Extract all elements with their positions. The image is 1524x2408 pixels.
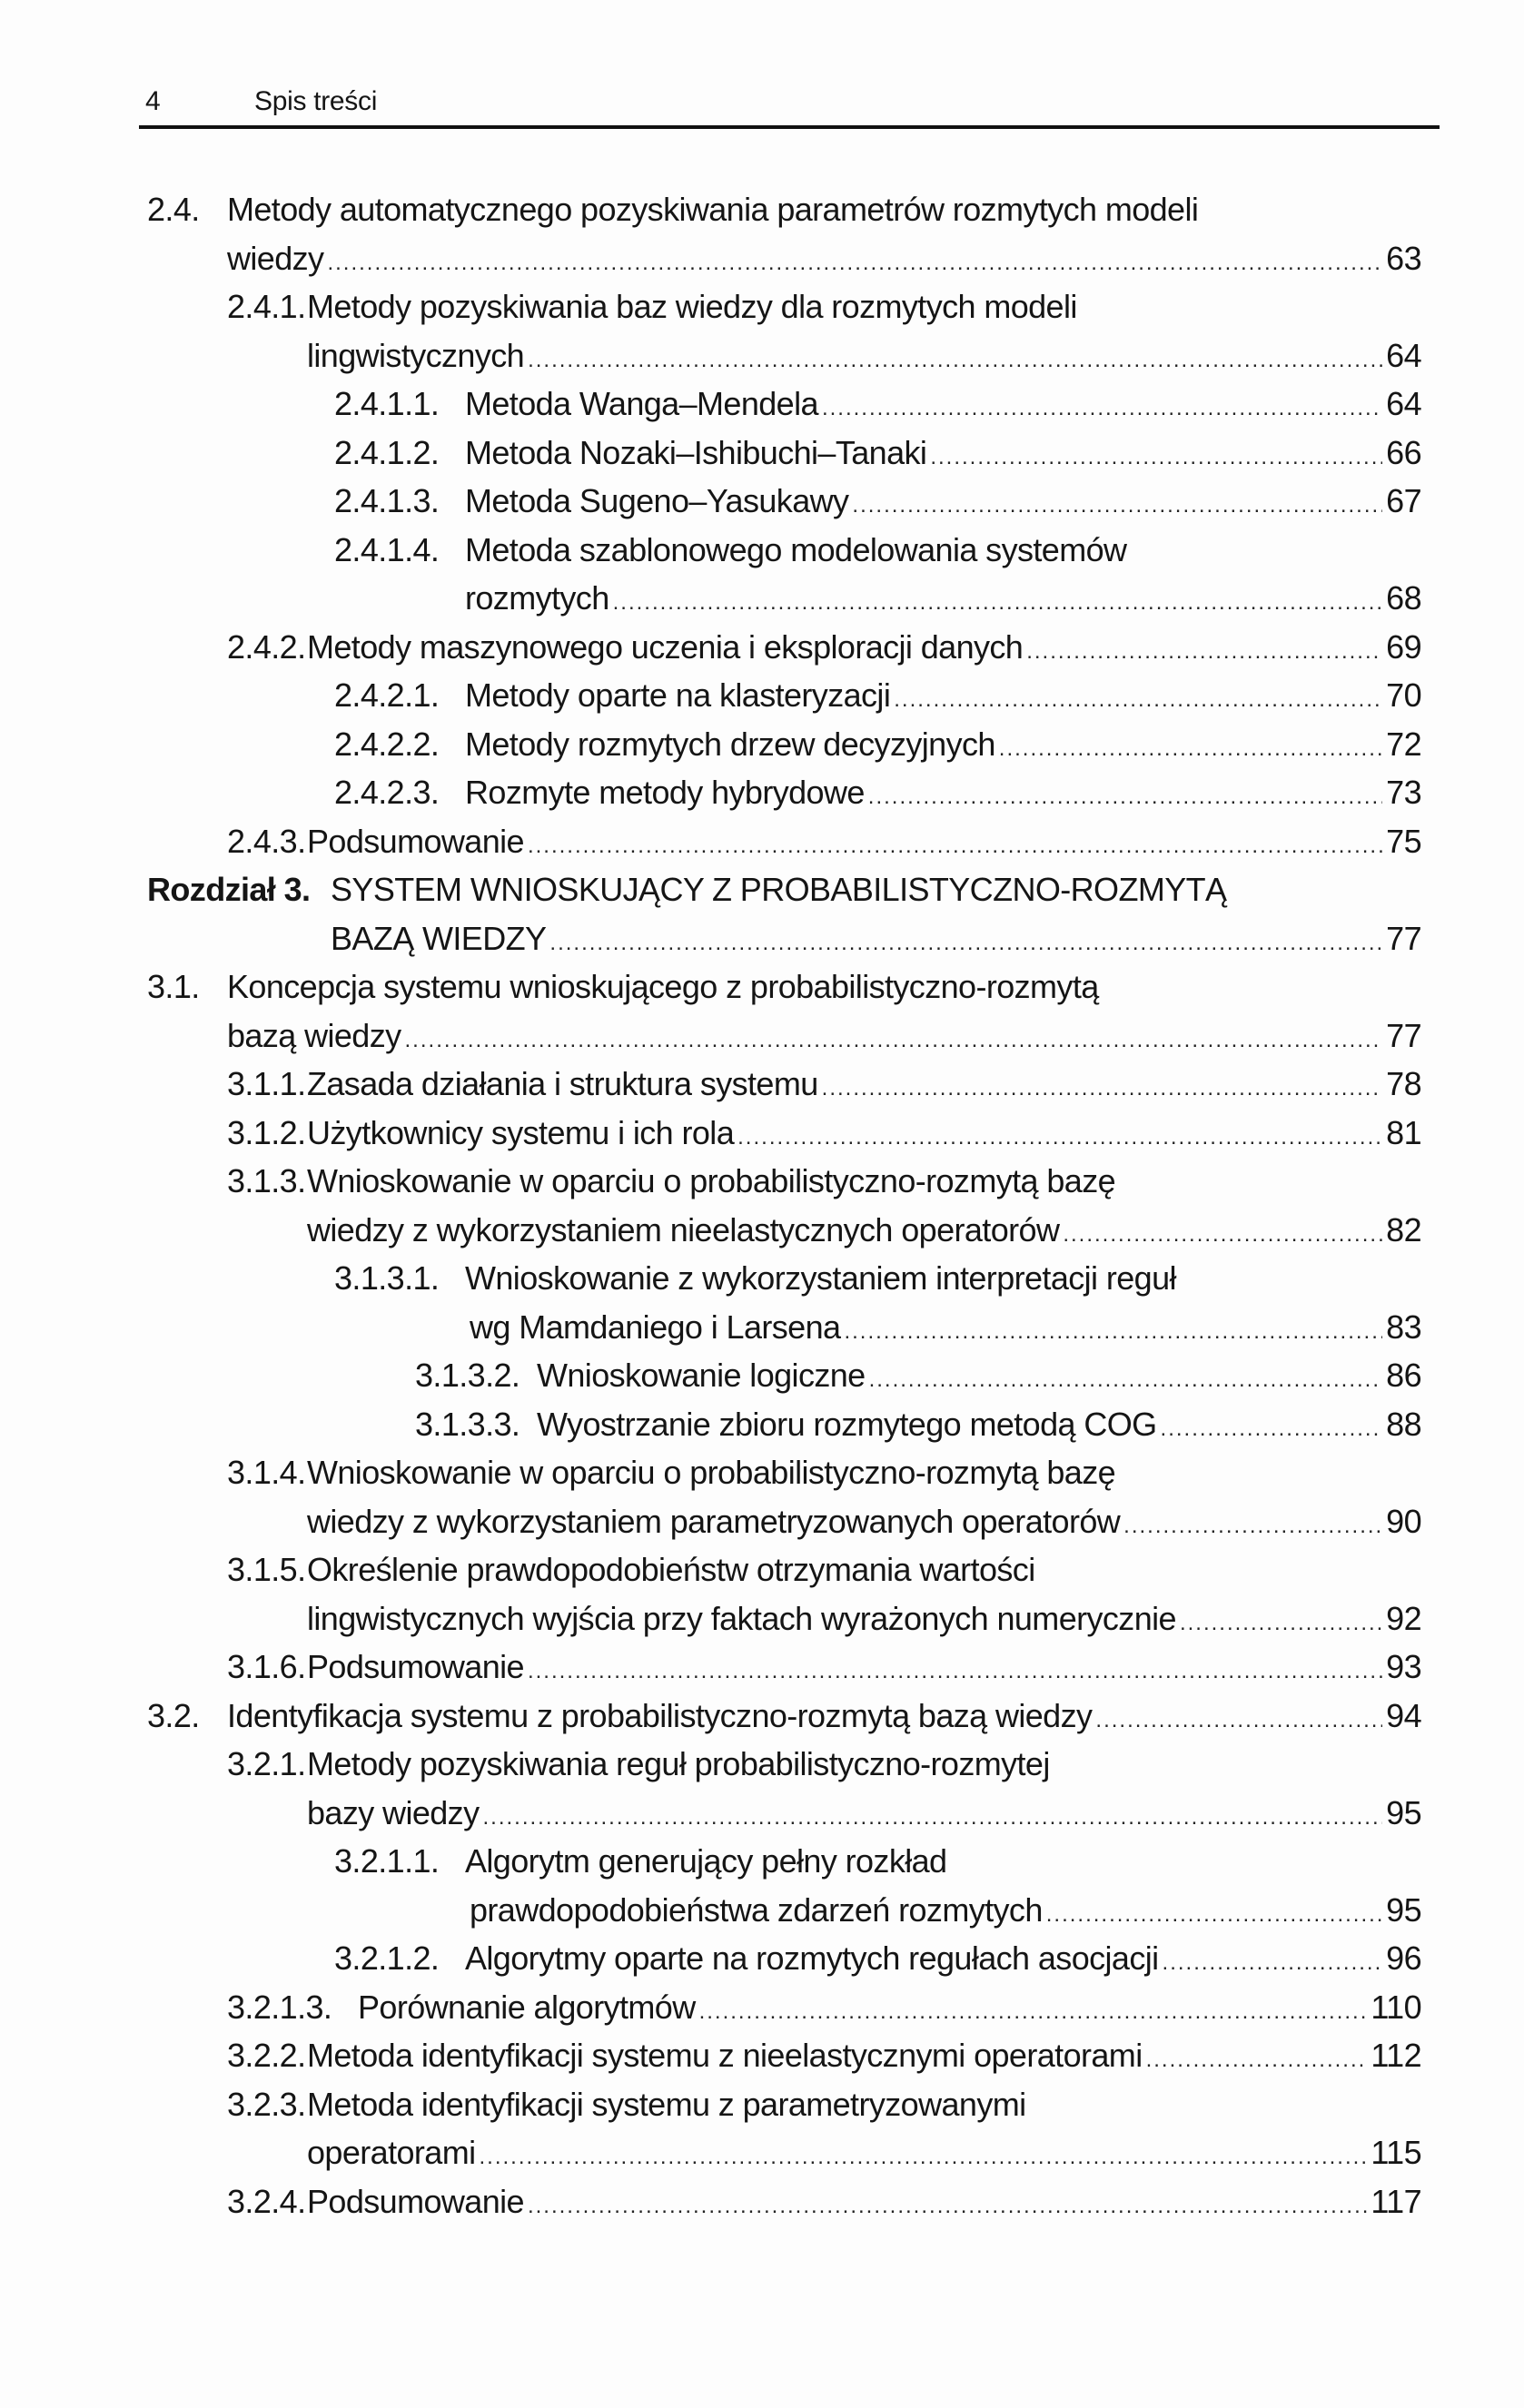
section-title: Metody pozyskiwania reguł probabilistyczno-rozmytej	[307, 1745, 1050, 1782]
section-title-line	[307, 334, 1421, 382]
page-number: 88	[1386, 1405, 1421, 1443]
page-number: 73	[1386, 774, 1421, 811]
toc-entry	[0, 1062, 1524, 1106]
section-title: wiedzy z wykorzystaniem nieelastycznych operatorów	[307, 1210, 1060, 1248]
section-title: Metoda szablonowego modelowania systemów	[465, 530, 1127, 568]
section-title: lingwistycznych	[307, 336, 525, 374]
page-number: 115	[1371, 2134, 1421, 2171]
toc-entry	[0, 1840, 1524, 1883]
leader-dots	[1063, 1213, 1382, 1257]
leader-dots	[1161, 1407, 1383, 1451]
toc-entry	[0, 1986, 1524, 2029]
toc-entry	[0, 1694, 1524, 1738]
section-title: Porównanie algorytmów	[358, 1988, 696, 2026]
page-number: 112	[1371, 2037, 1421, 2074]
leader-dots	[930, 436, 1382, 479]
leader-dots	[822, 387, 1382, 430]
toc-entry	[0, 1791, 1524, 1835]
leader-dots	[852, 484, 1382, 528]
section-title-line	[307, 2131, 1421, 2179]
toc-entry	[0, 2034, 1524, 2077]
section-title-line	[465, 1937, 1421, 1985]
leader-dots	[1123, 1505, 1382, 1548]
section-title-line	[227, 188, 1198, 232]
page-number: 94	[1386, 1696, 1421, 1734]
toc-entry	[0, 917, 1524, 961]
section-title: lingwistycznych wyjścia przy faktach wyrażonych numerycznie	[307, 1599, 1176, 1637]
page-number: 81	[1386, 1113, 1421, 1151]
section-title: Określenie prawdopodobieństw otrzymania wartości	[307, 1551, 1035, 1588]
section-title: rozmytych	[465, 579, 609, 617]
section-title-line	[465, 479, 1421, 528]
page-number: 110	[1371, 1988, 1421, 2026]
section-number: 3.1.1.	[227, 1065, 306, 1102]
leader-dots	[869, 1358, 1383, 1402]
section-title-line	[307, 2034, 1421, 2082]
section-title-line	[227, 965, 1099, 1009]
leader-dots	[699, 1990, 1368, 2034]
leader-dots	[1180, 1602, 1382, 1645]
section-title: Algorytmy oparte na rozmytych regułach asocjacji	[465, 1939, 1159, 1977]
toc-entry	[0, 1306, 1524, 1349]
page-number: 95	[1386, 1890, 1421, 1929]
section-number: 3.1.	[147, 968, 200, 1005]
section-title: Podsumowanie	[307, 2182, 524, 2220]
section-title-line	[227, 1014, 1421, 1062]
toc-entry	[0, 965, 1524, 1009]
section-title: Wnioskowanie w oparciu o probabilistyczno-rozmytą bazę	[307, 1162, 1116, 1199]
section-title: Koncepcja systemu wnioskującego z probabilistyczno-rozmytą	[227, 968, 1099, 1005]
toc-entry	[0, 285, 1524, 329]
page-number: 66	[1386, 433, 1421, 471]
section-title: bazą wiedzy	[227, 1016, 401, 1054]
chapter-label: Rozdział 3.	[147, 871, 311, 908]
leader-dots	[480, 2136, 1368, 2179]
section-title-line	[470, 1889, 1421, 1937]
section-title: Metody maszynowego uczenia i eksploracji danych	[307, 627, 1024, 666]
page-number: 95	[1386, 1793, 1421, 1831]
section-title-line	[307, 1160, 1115, 1203]
section-title: Wnioskowanie z wykorzystaniem interpretacji reguł	[465, 1259, 1176, 1297]
section-number: 3.2.1.3.	[227, 1988, 332, 2026]
section-number: 2.4.1.4.	[334, 530, 440, 568]
section-number: 2.4.	[147, 191, 200, 228]
toc-entry	[0, 2083, 1524, 2127]
leader-dots	[844, 1310, 1382, 1354]
section-title: operatorami	[307, 2134, 476, 2171]
toc-entry	[0, 188, 1524, 232]
section-number: 2.4.1.1.	[334, 385, 440, 422]
leader-dots	[999, 727, 1382, 771]
running-header-page-number: 4	[145, 86, 161, 116]
section-number: 2.4.1.3.	[334, 482, 440, 519]
section-number: 2.4.2.	[227, 627, 306, 666]
section-title-line	[307, 1111, 1421, 1160]
section-title-line	[465, 771, 1421, 819]
section-title-line	[537, 1354, 1421, 1402]
leader-dots	[405, 1019, 1383, 1062]
toc-entry	[0, 1597, 1524, 1641]
section-number: 3.1.2.	[227, 1113, 306, 1151]
section-title-line	[307, 1597, 1421, 1645]
section-number: 3.1.5.	[227, 1551, 306, 1588]
page-number: 72	[1386, 725, 1421, 763]
section-number: 3.1.4.	[227, 1454, 306, 1491]
section-title-line	[307, 1500, 1421, 1548]
section-title-line	[307, 2180, 1421, 2228]
section-title-line	[307, 2083, 1026, 2127]
toc-entry	[0, 1014, 1524, 1058]
page-number: 63	[1386, 239, 1421, 277]
toc-entry	[0, 723, 1524, 766]
section-title-line	[307, 626, 1421, 674]
leader-dots	[868, 775, 1382, 819]
page-number: 93	[1386, 1648, 1421, 1685]
page-number: 117	[1371, 2182, 1421, 2220]
section-title: Metody pozyskiwania baz wiedzy dla rozmytych modeli	[307, 288, 1077, 325]
page-number: 68	[1386, 579, 1421, 617]
running-header-title: Spis treści	[254, 86, 378, 116]
toc-entry	[0, 1500, 1524, 1544]
section-number: 3.1.3.1.	[334, 1259, 440, 1297]
toc-entry	[0, 1111, 1524, 1155]
toc-entry	[0, 382, 1524, 426]
leader-dots	[528, 339, 1382, 382]
page-number: 82	[1386, 1210, 1421, 1248]
section-title: wiedzy	[227, 239, 324, 277]
toc-entry	[0, 431, 1524, 475]
leader-dots	[482, 1796, 1382, 1840]
section-title: Metoda identyfikacji systemu z parametryzowanymi	[307, 2085, 1026, 2123]
toc-entry	[0, 626, 1524, 669]
toc-entry	[0, 1354, 1524, 1397]
section-number: 2.4.1.2.	[334, 433, 440, 471]
leader-dots	[1146, 2038, 1368, 2082]
toc-entry	[0, 2131, 1524, 2175]
toc-entry	[0, 868, 1524, 912]
section-title-line	[307, 1742, 1050, 1786]
page-number: 83	[1386, 1308, 1421, 1346]
page-number: 78	[1386, 1065, 1421, 1102]
section-title: prawdopodobieństwa zdarzeń rozmytych	[470, 1890, 1043, 1929]
toc-entry	[0, 1937, 1524, 1980]
page-number: 92	[1386, 1599, 1421, 1637]
section-title: Metody oparte na klasteryzacji	[465, 676, 891, 714]
toc-entry	[0, 1209, 1524, 1252]
section-title: Metody automatycznego pozyskiwania parametrów rozmytych modeli	[227, 191, 1199, 228]
leader-dots	[549, 922, 1382, 965]
section-number: 3.2.	[147, 1696, 200, 1734]
section-title: Metoda identyfikacji systemu z nieelastycznymi operatorami	[307, 2037, 1143, 2074]
section-title: Zasada działania i struktura systemu	[307, 1065, 818, 1102]
leader-dots	[894, 678, 1382, 722]
section-number: 2.4.2.3.	[334, 774, 440, 811]
page-number: 75	[1386, 822, 1421, 860]
section-number: 3.2.2.	[227, 2037, 306, 2074]
toc-entry	[0, 1451, 1524, 1495]
section-title: Wyostrzanie zbioru rozmytego metodą COG	[537, 1405, 1157, 1443]
section-title-line	[227, 1694, 1421, 1742]
page-number: 69	[1386, 627, 1421, 666]
section-number: 3.2.1.1.	[334, 1842, 440, 1880]
page-number: 67	[1386, 482, 1421, 519]
leader-dots	[1163, 1941, 1383, 1985]
section-title-line	[465, 577, 1421, 625]
page-number: 77	[1386, 919, 1421, 957]
page-number: 70	[1386, 676, 1421, 714]
toc-entry	[0, 1645, 1524, 1689]
section-title-line	[465, 1257, 1176, 1300]
section-number: 3.2.4.	[227, 2182, 306, 2220]
toc-entry	[0, 528, 1524, 572]
section-title: SYSTEM WNIOSKUJĄCY Z PROBABILISTYCZNO-ROZMYTĄ	[331, 871, 1227, 908]
section-title-line	[331, 917, 1421, 965]
section-title-line	[465, 674, 1421, 722]
section-title-line	[331, 868, 1226, 912]
section-title: wiedzy z wykorzystaniem parametryzowanych operatorów	[307, 1502, 1121, 1540]
section-title-line	[465, 1840, 946, 1883]
section-title: Wnioskowanie w oparciu o probabilistyczno-rozmytą bazę	[307, 1454, 1116, 1491]
section-title-line	[470, 1306, 1421, 1354]
section-title-line	[307, 820, 1421, 868]
section-title-line	[307, 1548, 1035, 1592]
section-number: 3.2.3.	[227, 2085, 306, 2123]
section-title: Metoda Sugeno–Yasukawy	[465, 482, 849, 519]
section-number: 2.4.2.1.	[334, 676, 440, 714]
section-title: Podsumowanie	[307, 1648, 524, 1685]
toc-entry	[0, 1889, 1524, 1932]
leader-dots	[737, 1116, 1382, 1160]
section-number: 3.2.1.2.	[334, 1939, 440, 1977]
section-title: Algorytm generujący pełny rozkład	[465, 1842, 947, 1880]
toc-entry	[0, 2180, 1524, 2224]
toc-entry	[0, 577, 1524, 620]
leader-dots	[1026, 630, 1382, 674]
page-number: 96	[1386, 1939, 1421, 1977]
section-title: Metoda Nozaki–Ishibuchi–Tanaki	[465, 433, 927, 471]
leader-dots	[613, 581, 1383, 625]
toc-entry	[0, 237, 1524, 281]
section-title-line	[307, 1791, 1421, 1840]
section-title-line	[465, 431, 1421, 479]
section-number: 2.4.2.2.	[334, 725, 440, 763]
section-title: Metoda Wanga–Mendela	[465, 385, 818, 422]
page-number: 77	[1386, 1016, 1421, 1054]
toc-entry	[0, 1257, 1524, 1300]
leader-dots	[528, 1650, 1382, 1693]
page-number: 86	[1386, 1357, 1421, 1394]
header-rule	[139, 125, 1440, 129]
section-title: Identyfikacja systemu z probabilistyczno-rozmytą bazą wiedzy	[227, 1696, 1093, 1734]
page-number: 64	[1386, 336, 1421, 374]
section-number: 3.1.3.2.	[415, 1357, 520, 1394]
section-title: bazy wiedzy	[307, 1793, 480, 1831]
section-title-line	[307, 1645, 1421, 1693]
leader-dots	[1095, 1699, 1382, 1742]
section-title: Metody rozmytych drzew decyzyjnych	[465, 725, 995, 763]
section-title-line	[307, 1209, 1421, 1257]
leader-dots	[528, 824, 1382, 868]
section-title-line	[307, 1451, 1115, 1495]
section-number: 3.2.1.	[227, 1745, 306, 1782]
section-number: 2.4.3.	[227, 822, 306, 860]
section-title-line	[358, 1986, 1421, 2034]
section-title-line	[465, 382, 1421, 430]
section-title-line	[227, 237, 1421, 285]
leader-dots	[528, 2185, 1367, 2228]
toc-entry	[0, 1548, 1524, 1592]
toc-entry	[0, 674, 1524, 717]
toc-entry	[0, 771, 1524, 814]
leader-dots	[327, 242, 1382, 285]
section-title: Wnioskowanie logiczne	[537, 1357, 866, 1394]
toc-entry	[0, 820, 1524, 864]
toc-entry	[0, 1742, 1524, 1786]
section-title: BAZĄ WIEDZY	[331, 919, 547, 957]
section-title-line	[537, 1403, 1421, 1451]
section-title-line	[307, 1062, 1421, 1110]
section-title: wg Mamdaniego i Larsena	[470, 1308, 841, 1346]
section-title: Użytkownicy systemu i ich rola	[307, 1113, 735, 1151]
section-number: 2.4.1.	[227, 288, 306, 325]
section-number: 3.1.3.3.	[415, 1405, 520, 1443]
section-title-line	[307, 285, 1077, 329]
section-number: 3.1.6.	[227, 1648, 306, 1685]
section-title-line	[465, 528, 1126, 572]
leader-dots	[1046, 1893, 1382, 1937]
page-number: 64	[1386, 385, 1421, 422]
section-title: Podsumowanie	[307, 822, 524, 860]
leader-dots	[822, 1067, 1382, 1110]
section-title-line	[465, 723, 1421, 771]
toc-entry	[0, 479, 1524, 523]
page-number: 90	[1386, 1502, 1421, 1540]
section-title: Rozmyte metody hybrydowe	[465, 774, 865, 811]
section-number: 3.1.3.	[227, 1162, 306, 1199]
toc-entry	[0, 334, 1524, 378]
toc-entry	[0, 1160, 1524, 1203]
toc-entry	[0, 1403, 1524, 1446]
